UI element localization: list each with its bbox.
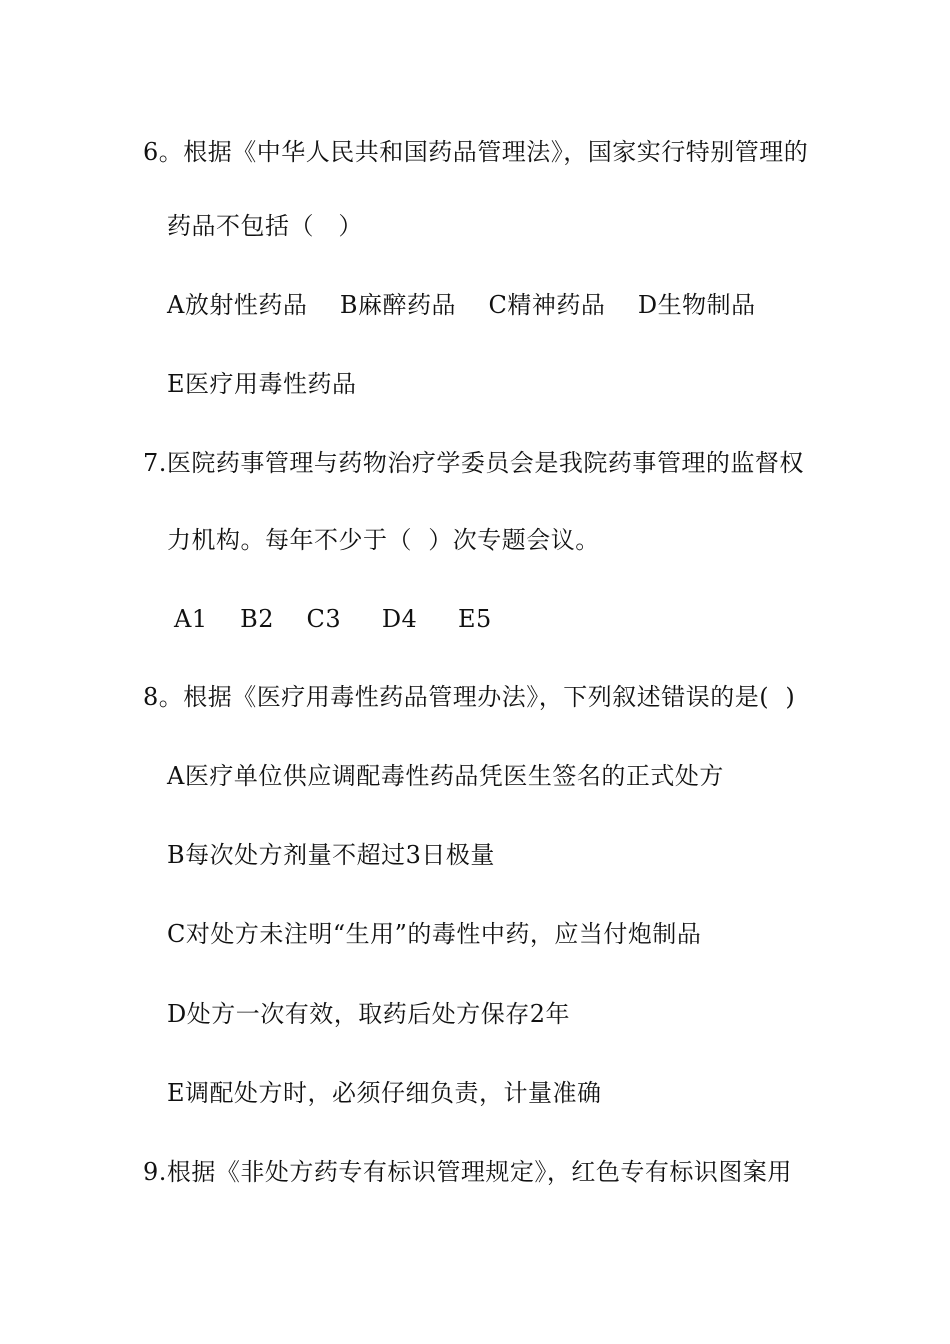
question-7-stem-line-2: 力机构。每年不少于（ ）次专题会议。: [167, 526, 600, 554]
question-8-option-b: B每次处方剂量不超过3日极量: [167, 841, 495, 869]
question-6-stem-line-1: 6。根据《中华人民共和国药品管理法》，国家实行特别管理的: [143, 138, 809, 166]
question-6-stem-line-2: 药品不包括（ ）: [167, 212, 363, 240]
question-8-option-e: E调配处方时，必须仔细负责，计量准确: [167, 1079, 602, 1107]
question-9-stem: 9.根据《非处方药专有标识管理规定》，红色专有标识图案用: [143, 1158, 792, 1186]
question-7-stem-line-1: 7.医院药事管理与药物治疗学委员会是我院药事管理的监督权: [143, 449, 804, 477]
question-6-options-line-1: A放射性药品 B麻醉药品 C精神药品 D生物制品: [167, 291, 756, 319]
question-6-options-line-2: E医疗用毒性药品: [167, 370, 357, 398]
question-7-options: A1 B2 C3 D4 E5: [174, 605, 492, 633]
question-8-option-d: D处方一次有效，取药后处方保存2年: [167, 1000, 571, 1028]
question-8-option-a: A医疗单位供应调配毒性药品凭医生签名的正式处方: [167, 762, 724, 790]
question-8-stem: 8。根据《医疗用毒性药品管理办法》，下列叙述错误的是( ): [143, 683, 796, 711]
question-8-option-c: C对处方未注明“生用”的毒性中药，应当付炮制品: [167, 920, 702, 948]
